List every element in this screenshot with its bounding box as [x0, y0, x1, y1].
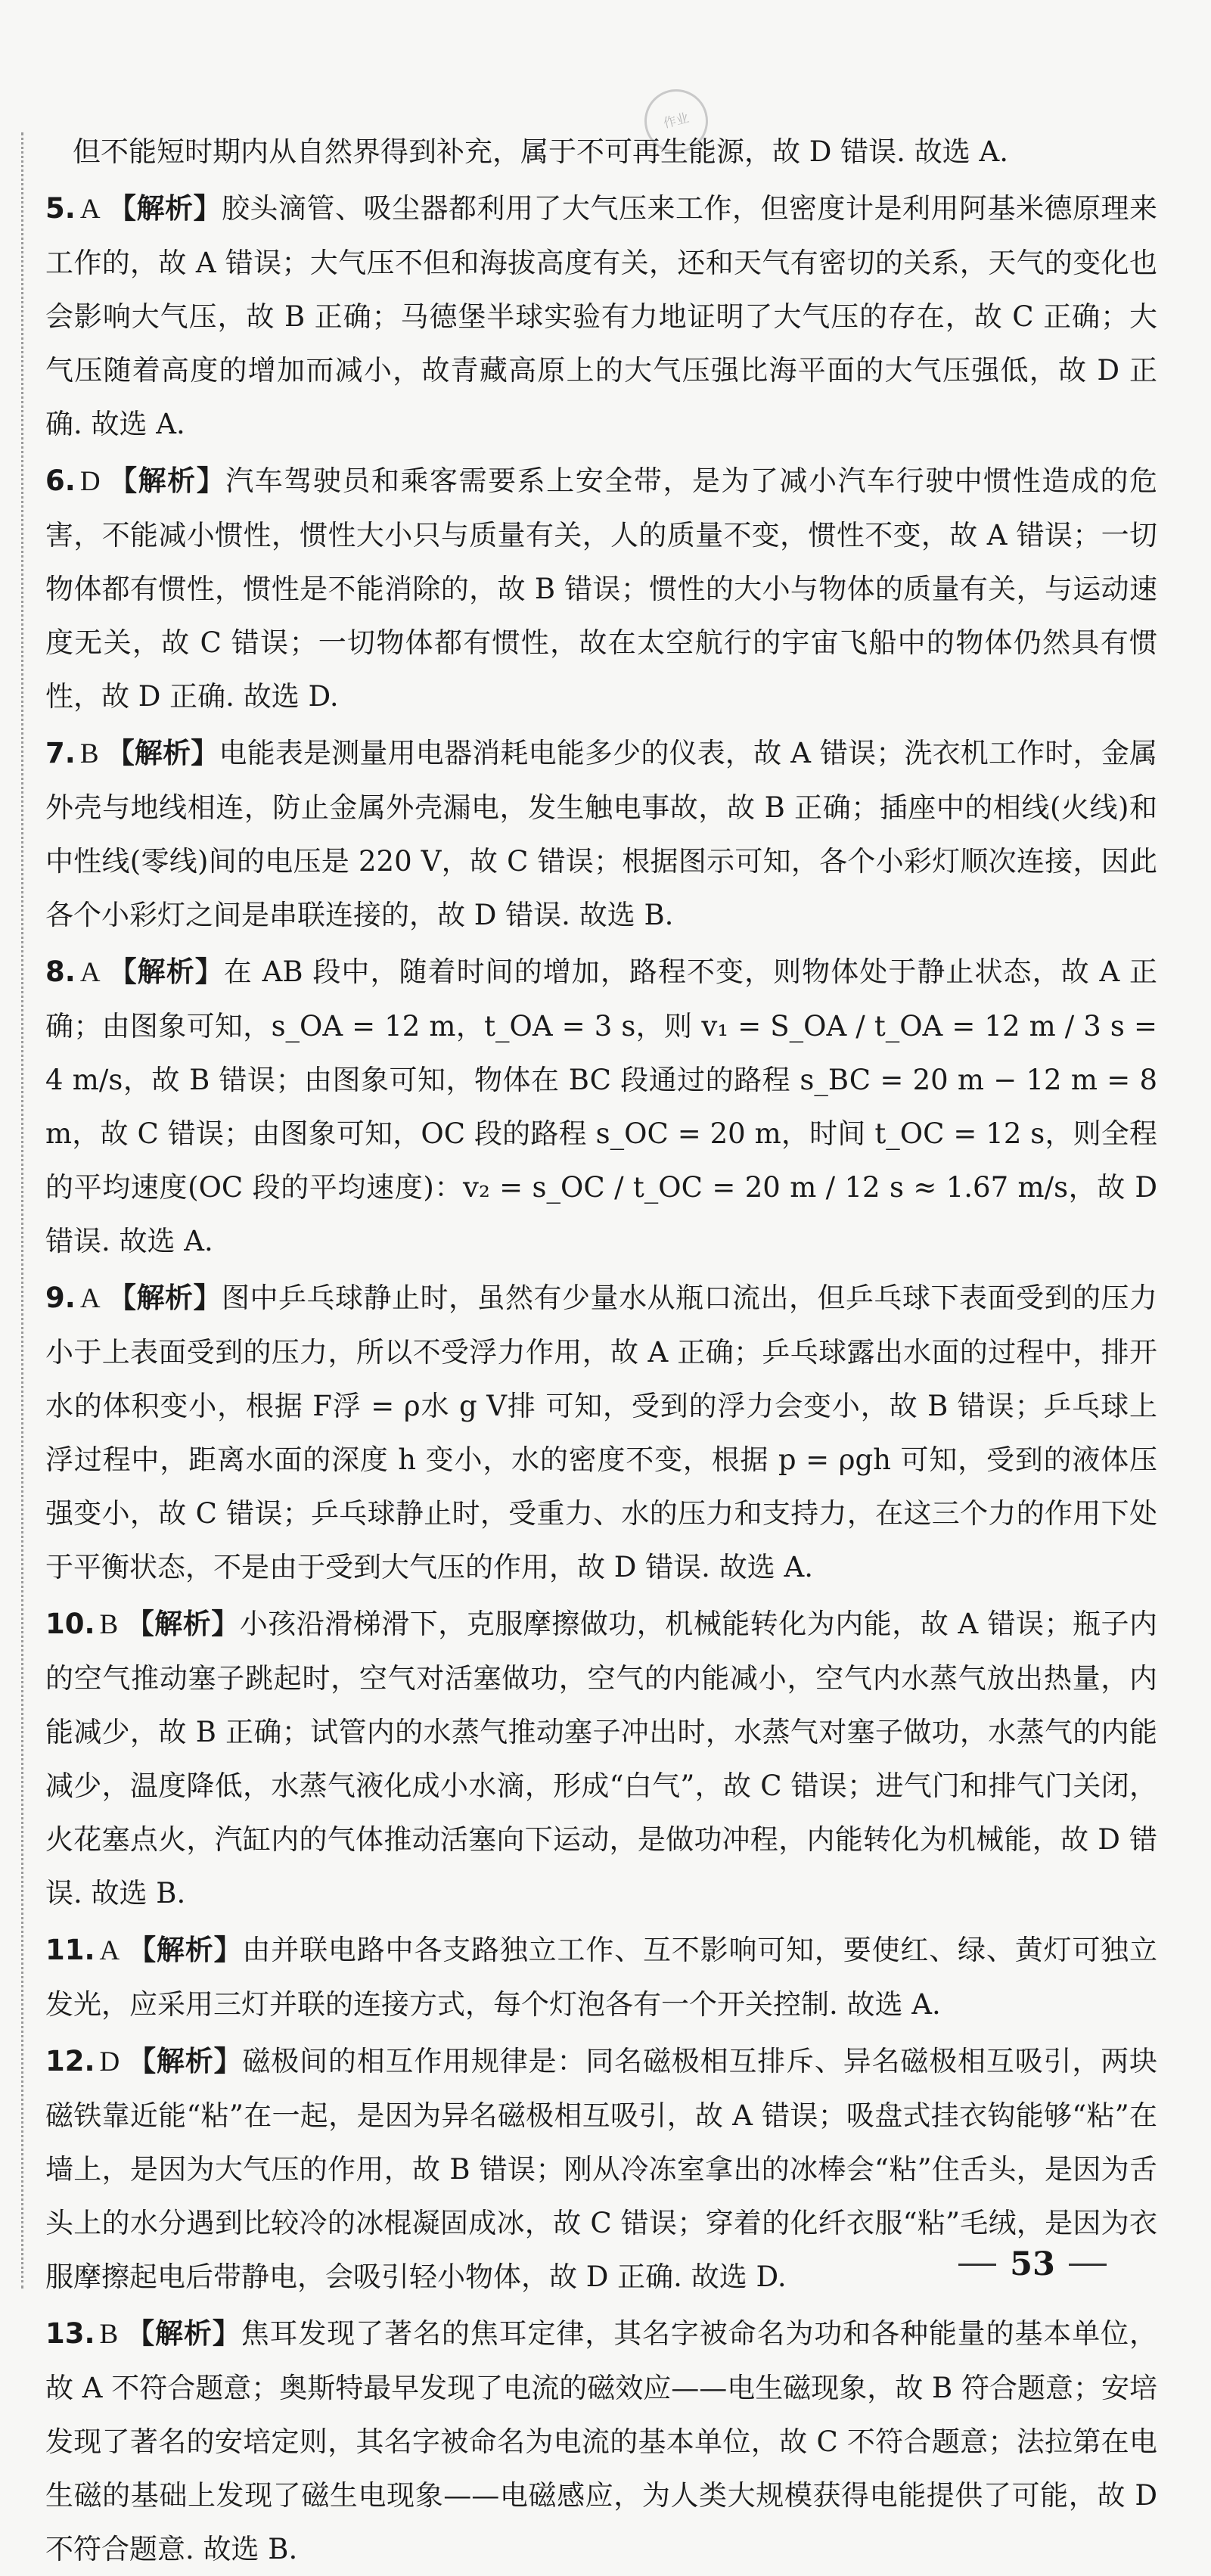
analysis-tag: 【解析】 — [106, 736, 219, 769]
item-number: 13. — [45, 2317, 95, 2350]
item-number: 11. — [45, 1934, 95, 1966]
item-text: 图中乒乓球静止时，虽然有少量水从瓶口流出，但乒乓球下表面受到的压力小于上表面受到的压力，所以不受浮力作用，故 A 正确；乒乓球露出水面的过程中，排开水的体积变小，根据 F浮 = ρ水 g V排 可知，受到的浮力会变小，故 B 错误；乒乓球上浮过程中，距离水面的深度 h 变小，水的密度不变，根据 p = ρgh 可知，受到的液体压强变小，故 C 错误；乒乓球静止时，受重力、水的压力和支持力，在这三个力的作用下处于平衡状态，不是由于受到大气压的作用，故 D 错误. 故选 A. — [45, 1282, 1158, 1583]
item-number: 6. — [45, 465, 76, 497]
item-answer: B — [99, 1609, 119, 1640]
answer-item-9 — [45, 1271, 1157, 1594]
analysis-tag: 【解析】 — [126, 1607, 240, 1640]
item-text: 胶头滴管、吸尘器都利用了大气压来工作，但密度计是利用阿基米德原理来工作的，故 A 错误；大气压不但和海拔高度有关，还和天气有密切的关系，天气的变化也会影响大气压，故 B 正确；马德堡半球实验有力地证明了大气压的存在，故 C 正确；大气压随着高度的增加而减小，故青藏高原上的大气压强比海平面的大气压强低，故 D 正确. 故选 A. — [45, 192, 1158, 440]
item-answer: A — [79, 194, 101, 225]
page-number-dash-right — [1069, 2264, 1107, 2266]
analysis-tag: 【解析】 — [107, 191, 222, 225]
item-answer: A — [79, 957, 101, 988]
answer-item-5 — [45, 182, 1157, 451]
answer-item-11 — [45, 1923, 1157, 2031]
answer-item-6 — [45, 454, 1157, 723]
item-text: 汽车驾驶员和乘客需要系上安全带，是为了减小汽车行驶中惯性造成的危害，不能减小惯性，惯性大小只与质量有关，人的质量不变，惯性不变，故 A 错误；一切物体都有惯性，惯性是不能消除的，故 B 错误；惯性的大小与物体的质量有关，与运动速度无关，故 C 错误；一切物体都有惯性，故在太空航行的宇宙飞船中的物体仍然具有惯性，故 D 正确. 故选 D. — [45, 465, 1157, 713]
item-number: 10. — [45, 1608, 95, 1640]
analysis-tag: 【解析】 — [127, 1933, 243, 1966]
page-number-dash-left — [958, 2264, 996, 2266]
analysis-tag: 【解析】 — [107, 1281, 222, 1314]
item-answer: D — [79, 466, 101, 497]
page-number — [919, 2245, 1146, 2283]
answer-item-8 — [45, 945, 1157, 1268]
item-answer: D — [99, 2046, 120, 2077]
item-answer: B — [79, 738, 99, 769]
item-text: 磁极间的相互作用规律是：同名磁极相互排斥、异名磁极相互吸引，两块磁铁靠近能“粘”在一起，是因为异名磁极相互吸引，故 A 错误；吸盘式挂衣钩能够“粘”在墙上，是因为大气压的作用，故 B 错误；刚从冷冻室拿出的冰棒会“粘”住舌头，是因为舌头上的水分遇到比较冷的冰棍凝固成冰，故 C 错误；穿着的化纤衣服“粘”毛绒，是因为衣服摩擦起电后带静电，会吸引轻小物体，故 D 正确. 故选 D. — [45, 2045, 1158, 2293]
analysis-tag: 【解析】 — [107, 955, 224, 988]
item-text: 在 AB 段中，随着时间的增加，路程不变，则物体处于静止状态，故 A 正确；由图象可知，s_OA = 12 m，t_OA = 3 s，则 v₁ = S_OA / t_OA = 12 m / 3 s = 4 m/s，故 B 错误；由图象可知，物体在 BC 段通过的路程 s_BC = 20 m − 12 m = 8 m，故 C 错误；由图象可知，OC 段的路程 s_OC = 20 m，时间 t_OC = 12 s，则全程的平均速度(OC 段的平均速度)：v₂ = s_OC / t_OC = 20 m / 12 s ≈ 1.67 m/s，故 D 错误. 故选 A. — [45, 956, 1157, 1257]
item-answer: A — [79, 1283, 101, 1314]
item-answer: B — [99, 2319, 119, 2350]
item-answer: A — [99, 1935, 120, 1966]
item-number: 9. — [45, 1282, 76, 1314]
item-text: 由并联电路中各支路独立工作、互不影响可知，要使红、绿、黄灯可独立发光，应采用三灯并联的连接方式，每个灯泡各有一个开关控制. 故选 A. — [45, 1934, 1158, 2021]
answer-item-7 — [45, 726, 1157, 942]
answer-item-13 — [45, 2307, 1157, 2576]
item-text: 小孩沿滑梯滑下，克服摩擦做功，机械能转化为内能，故 A 错误；瓶子内的空气推动塞子跳起时，空气对活塞做功，空气的内能减小，空气内水蒸气放出热量，内能减少，故 B 正确；试管内的水蒸气推动塞子冲出时，水蒸气对塞子做功，水蒸气的内能减少，温度降低，水蒸气液化成小水滴，形成“白气”，故 C 错误；进气门和排气门关闭，火花塞点火，汽缸内的气体推动活塞向下运动，是做功冲程，内能转化为机械能，故 D 错误. 故选 B. — [45, 1608, 1158, 1909]
stamp-text: 作业 — [662, 110, 691, 132]
item-text: 但不能短时期内从自然界得到补充，属于不可再生能源，故 D 错误. 故选 A. — [73, 135, 1008, 168]
item-number: 12. — [45, 2045, 95, 2077]
binding-dotted-line — [21, 132, 23, 2289]
continued-paragraph — [45, 125, 1157, 179]
item-text: 焦耳发现了著名的焦耳定律，其名字被命名为功和各种能量的基本单位，故 A 不符合题意；奥斯特最早发现了电流的磁效应——电生磁现象，故 B 符合题意；安培发现了著名的安培定则，其名字被命名为电流的基本单位，故 C 不符合题意；法拉第在电生磁的基础上发现了磁生电现象——电磁感应，为人类大规模获得电能提供了可能，故 D 不符合题意. 故选 B. — [45, 2317, 1158, 2565]
item-number: 7. — [45, 737, 76, 769]
item-text: 电能表是测量用电器消耗电能多少的仪表，故 A 错误；洗衣机工作时，金属外壳与地线相连，防止金属外壳漏电，发生触电事故，故 B 正确；插座中的相线(火线)和中性线(零线)间的电压是 220 V，故 C 错误；根据图示可知，各个小彩灯顺次连接，因此各个小彩灯之间是串联连接的，故 D 错误. 故选 B. — [45, 737, 1158, 931]
answer-item-10 — [45, 1597, 1157, 1920]
answer-list — [45, 125, 1157, 2576]
analysis-tag: 【解析】 — [126, 2317, 241, 2350]
page-number-value: 53 — [1010, 2245, 1055, 2283]
item-number: 8. — [45, 956, 76, 988]
item-number: 5. — [45, 192, 76, 225]
analysis-tag: 【解析】 — [127, 2044, 243, 2077]
analysis-tag: 【解析】 — [107, 464, 226, 497]
